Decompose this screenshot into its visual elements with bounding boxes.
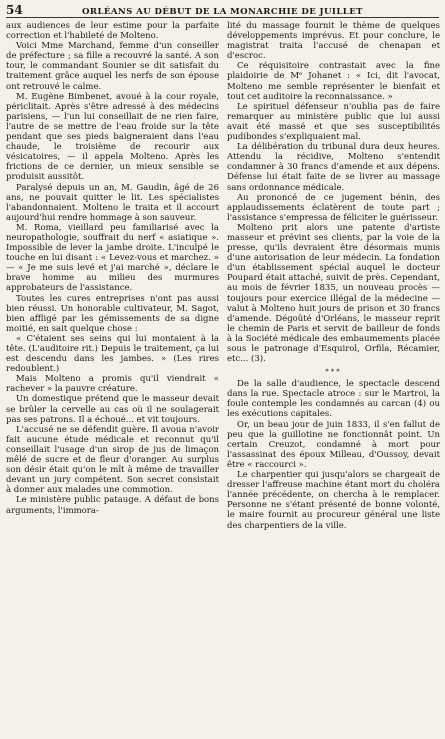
paragraph: Paralysé depuis un an, M. Gaudin, âgé de 26 ans, ne pouvait quitter le lit. Les spécialistes l'abandonnaient. Molteno le traita et il accourt aujourd'hui rendre hommage à son sauveur.	[6, 182, 219, 223]
right-column	[227, 21, 440, 735]
paragraph: Or, un beau jour de juin 1833, il s'en fallut de peu que la guillotine ne fonctionnât point. Un certain Creuzot, condamné à mort pour l'assassinat des époux Milleau, d'Oussoy, devait être « raccourci ».	[227, 419, 440, 470]
running-head	[6, 3, 439, 18]
paragraph: Le spirituel défenseur n'oublia pas de faire remarquer au ministère public que lui aussi avait été massé et que ses susceptibilités pudibondes s'expliquaient mal.	[227, 101, 440, 143]
paragraph: Ce réquisitoire contrastait avec la fine plaidoirie de Mᵉ Johanet : « Ici, dit l'avocat, Molteno me semble représenter le bienfait et tout cet auditoire la reconnaissance. »	[227, 61, 440, 102]
paragraph: M. Eugène Bimbenet, avoué à la cour royale, périclitait. Après s'être adressé à des médecins parisiens, — l'un lui conseillait de ne rien faire, l'autre de se mettre de l'eau froide sur la tête pendant que ses pieds baigneraient dans l'eau chaude, le troisième de recourir aux vésicatoires, — il appela Molteno. Après les frictions de ce dernier, un mieux sensible se produisit aussitôt.	[6, 91, 219, 183]
paragraph: aux audiences de leur estime pour la parfaite correction et l'habileté de Molteno.	[6, 21, 219, 42]
quote-paragraph: « C'étaient ses seins qui lui montaient à la tête. (L'auditoire rit.) Depuis le traitement, ça lui est descendu dans les jambes. » (Les rires redoublent.)	[6, 333, 219, 375]
paragraph: Toutes les cures entreprises n'ont pas aussi bien réussi. Un honorable cultivateur, M. Sagot, bien affligé par les gémissements de sa digne moitié, en sait quelque chose :	[6, 293, 219, 334]
running-title: ORLÉANS AU DÉBUT DE LA MONARCHIE DE JUILLET	[82, 7, 363, 17]
paragraph: Au prononcé de ce jugement bénin, des applaudissements éclatèrent de toute part ; l'assistance s'empressa de féliciter le guérisseur.	[227, 192, 440, 223]
section-separator: ***	[325, 368, 342, 377]
paragraph: M. Roma, vieillard peu familiarisé avec la neuropathologie, souffrait du nerf « asiatique ». Impossible de lever la jambe droite. L'inculpé le touche en lui disant : « Levez-vous et marchez. » — « Je me suis levé et j'ai marché », déclare le brave homme au milieu des murmures approbateurs de l'assistance.	[6, 222, 219, 294]
paragraph: lité du massage fournit le thème de quelques développements imprévus. Et pour conclure, le magistrat traita l'accusé de chenapan et d'escroc.	[227, 21, 440, 62]
paragraph: Un domestique prétend que le masseur devait se brûler la cervelle au cas où il ne soulagerait pas ses patrons. Il a échoué... et vit toujours.	[6, 394, 219, 425]
paragraph: Mais Molteno a promis qu'il viendrait « rachever » la pauvre créature.	[6, 374, 219, 395]
paragraph: Voici Mme Marchand, femme d'un conseiller de préfecture ; sa fille a recouvré la santé. A son tour, le commandant Sounier se dit satisfait du traitement grâce auquel les nerfs de son épouse ont retrouvé le calme.	[6, 41, 219, 92]
paragraph: De la salle d'audience, le spectacle descend dans la rue. Spectacle atroce : sur le Martroi, la foule contemple les condamnés au carcan (4) ou les exécutions capitales.	[227, 379, 440, 420]
page-number: 54	[6, 3, 23, 17]
paragraph: Molteno prit alors une patente d'artiste masseur et prévint ses clients, par la voie de la presse, qu'ils devraient être désormais munis d'une autorisation de leur médecin. La fondation d'un établissement spécial auquel le docteur Poupard était attaché, suivit de près. Cependant, au mois de février 1835, un nouveau procès — toujours pour exercice illégal de la médecine — valut à Molteno huit jours de prison et 30 francs d'amende. Dégoûté d'Orléans, le masseur reprit le chemin de Paris et servit de bailleur de fonds à la Société médicale des embaumements placée sous le patronage d'Esquirol, Orfila, Récamier, etc... (3).	[227, 222, 440, 365]
text-columns	[6, 21, 440, 735]
paragraph: La délibération du tribunal dura deux heures. Attendu la récidive, Molteno s'entendit condamner à 30 francs d'amende et aux dépens. Défense lui était faite de se livrer au massage sans ordonnance médicale.	[227, 142, 440, 193]
paragraph: Le ministère public patauge. A défaut de bons arguments, l'immora-	[6, 495, 219, 516]
left-column	[6, 21, 219, 735]
paragraph: Le charpentier qui jusqu'alors se chargeait de dresser l'affreuse machine étant mort du choléra l'année précédente, on chercha à le remplacer. Personne ne s'étant présenté de bonne volonté, le maire fournit au procureur général une liste des charpentiers de la ville.	[227, 470, 440, 531]
paragraph: L'accusé ne se défendit guère. Il avoua n'avoir fait aucune étude médicale et reconnut qu'il conseillait l'usage d'un sirop de jus de limaçon mêlé de sucre et de fleur d'oranger. Au surplus son désir était qu'on le mît à même de travailler devant un jury compétent. Son secret consistait à donner aux malades une commotion.	[6, 424, 219, 496]
